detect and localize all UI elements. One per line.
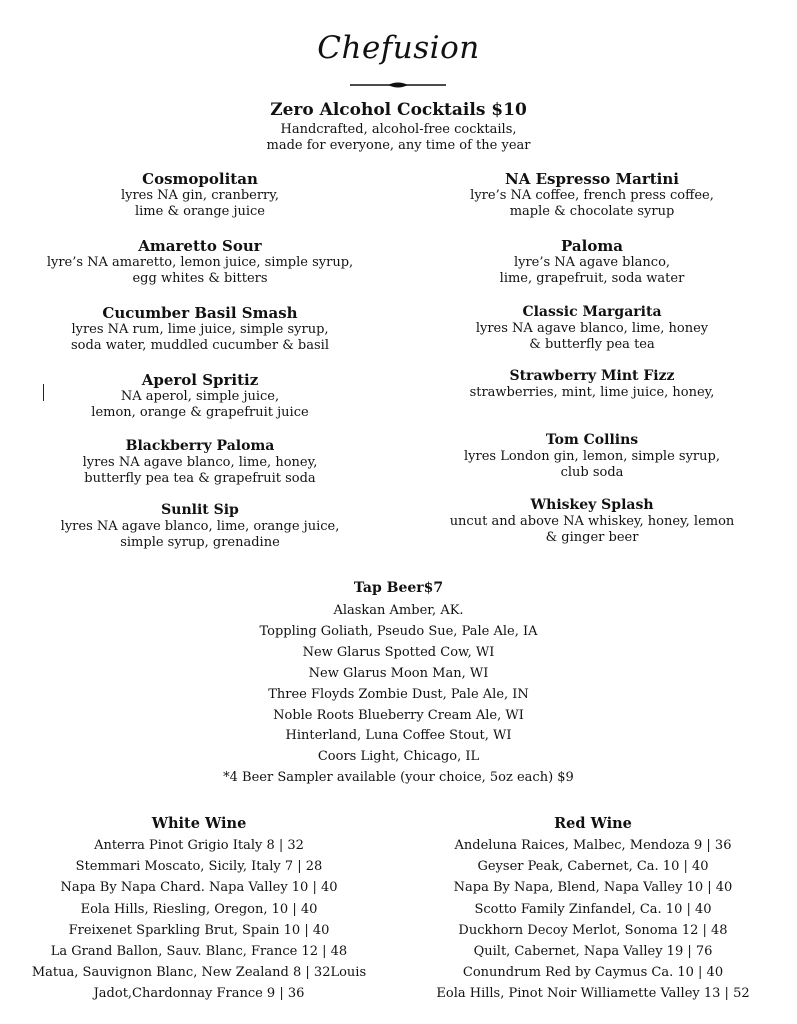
cocktail-name: Amaretto Sour — [138, 237, 262, 255]
cocktail-name: Tom Collins — [545, 432, 639, 448]
wine-item: Anterra Pinot Grigio Italy 8 | 32 — [94, 838, 304, 853]
cocktail-desc: & ginger beer — [545, 530, 639, 545]
cocktail-desc: lyres NA agave blanco, lime, honey, — [82, 455, 318, 470]
cocktail-name: Paloma — [561, 237, 623, 255]
wine-item: Conundrum Red by Caymus Ca. 10 | 40 — [462, 965, 724, 981]
cocktail-name: Classic Margarita — [522, 304, 662, 320]
red-wine-section — [410, 815, 776, 1005]
cocktail-name: Whiskey Splash — [530, 497, 654, 513]
wine-item: Andeluna Raices, Malbec, Mendoza 9 | 36 — [454, 838, 732, 853]
white-wine-title: White Wine — [151, 815, 247, 832]
cocktail-item — [20, 237, 380, 287]
cocktail-desc: NA aperol, simple juice, — [120, 389, 280, 404]
cocktail-desc: lime & orange juice — [134, 204, 266, 219]
cocktail-desc: lyres London gin, lemon, simple syrup, — [464, 449, 720, 464]
red-wine-title: Red Wine — [554, 815, 632, 832]
wine-item: Napa By Napa Chard. Napa Valley 10 | 40 — [60, 880, 338, 896]
cocktail-name: Cucumber Basil Smash — [102, 304, 298, 322]
cocktail-item — [412, 303, 772, 353]
wine-item: Geyser Peak, Cabernet, Ca. 10 | 40 — [477, 859, 709, 875]
cocktail-desc: strawberries, mint, lime juice, honey, — [469, 385, 715, 400]
cocktail-item — [412, 237, 772, 287]
cocktail-desc: lemon, orange & grapefruit juice — [91, 405, 309, 420]
cocktail-desc: lyres NA gin, cranberry, — [120, 188, 280, 203]
beer-item: New Glarus Spotted Cow, WI — [302, 644, 495, 660]
cocktail-desc: & butterfly pea tea — [529, 337, 655, 352]
cocktail-name: Sunlit Sip — [161, 502, 239, 518]
cocktail-desc: uncut and above NA whiskey, honey, lemon — [449, 514, 735, 529]
cocktail-name: Blackberry Paloma — [125, 438, 275, 454]
wine-item: La Grand Ballon, Sauv. Blanc, France 12 | 48 — [50, 944, 348, 960]
cocktail-desc: lyres NA agave blanco, lime, orange juice, — [60, 519, 340, 534]
cocktail-item — [20, 501, 380, 551]
wine-item: Jadot,Chardonnay France 9 | 36 — [93, 986, 305, 1002]
cocktail-item — [412, 367, 772, 401]
cocktails-title: Zero Alcohol Cocktails $10 — [270, 100, 527, 120]
cocktail-desc: maple & chocolate syrup — [509, 204, 675, 219]
text-cursor — [43, 384, 44, 401]
beer-item: Toppling Goliath, Pseudo Sue, Pale Ale, IA — [259, 623, 538, 639]
wine-item: Duckhorn Decoy Merlot, Sonoma 12 | 48 — [458, 922, 728, 938]
cocktail-desc: soda water, muddled cucumber & basil — [71, 338, 329, 353]
cocktail-desc: lyre’s NA amaretto, lemon juice, simple syrup, — [46, 255, 354, 270]
logo-flourish-divider — [348, 80, 448, 90]
white-wine-section — [16, 815, 382, 1005]
wine-item: Eola Hills, Pinot Noir Williamette Valley 13 | 52 — [436, 986, 750, 1002]
wine-item: Quilt, Cabernet, Napa Valley 19 | 76 — [473, 944, 713, 960]
cocktails-subtitle — [0, 122, 797, 154]
cocktail-desc: lyres NA rum, lime juice, simple syrup, — [71, 322, 329, 337]
cocktail-item — [412, 431, 772, 481]
cocktail-name: Strawberry Mint Fizz — [509, 368, 675, 384]
cocktail-item — [412, 170, 772, 220]
brand-logo: Chefusion — [317, 30, 480, 66]
beer-sampler-note: *4 Beer Sampler available (your choice, 5oz each) $9 — [223, 770, 574, 786]
beer-list — [0, 601, 797, 789]
wine-item: Scotto Family Zinfandel, Ca. 10 | 40 — [474, 901, 712, 917]
beer-item: Hinterland, Luna Coffee Stout, WI — [285, 728, 512, 744]
cocktail-desc: club soda — [560, 465, 624, 480]
cocktail-item — [20, 304, 380, 354]
beer-item: Coors Light, Chicago, IL — [317, 749, 480, 765]
wine-item: Napa By Napa, Blend, Napa Valley 10 | 40 — [453, 880, 733, 896]
cocktail-name: Aperol Spritiz — [141, 371, 259, 389]
cocktail-desc: lyre’s NA coffee, french press coffee, — [470, 188, 714, 203]
cocktail-desc: simple syrup, grenadine — [120, 535, 280, 550]
cocktail-desc: lyre’s NA agave blanco, — [513, 255, 671, 270]
cocktail-desc: lyres NA agave blanco, lime, honey — [475, 321, 709, 336]
cocktail-desc: egg whites & bitters — [132, 271, 268, 286]
wine-item: Freixenet Sparkling Brut, Spain 10 | 40 — [68, 922, 330, 938]
beer-item: Three Floyds Zombie Dust, Pale Ale, IN — [268, 686, 529, 702]
cocktail-desc: butterfly pea tea & grapefruit soda — [84, 471, 316, 486]
beer-title: Tap Beer$7 — [353, 580, 444, 596]
cocktails-subtitle-line-1: Handcrafted, alcohol-free cocktails, — [280, 122, 517, 137]
cocktail-desc: lime, grapefruit, soda water — [499, 271, 685, 286]
wine-item: Stemmari Moscato, Sicily, Italy 7 | 28 — [75, 859, 323, 875]
beer-item: New Glarus Moon Man, WI — [308, 665, 489, 681]
wine-item: Eola Hills, Riesling, Oregon, 10 | 40 — [80, 901, 318, 917]
beer-item: Alaskan Amber, AK. — [333, 603, 464, 618]
beer-item: Noble Roots Blueberry Cream Ale, WI — [273, 707, 524, 723]
cocktail-item — [412, 496, 772, 546]
cocktail-item — [20, 170, 380, 220]
wine-item: Matua, Sauvignon Blanc, New Zealand 8 | 32Louis — [31, 965, 367, 981]
cocktail-item — [20, 437, 380, 487]
cocktail-name: Cosmopolitan — [142, 170, 258, 188]
cocktail-item — [20, 371, 380, 421]
cocktails-subtitle-line-2: made for everyone, any time of the year — [266, 138, 531, 153]
cocktail-name: NA Espresso Martini — [505, 170, 679, 188]
